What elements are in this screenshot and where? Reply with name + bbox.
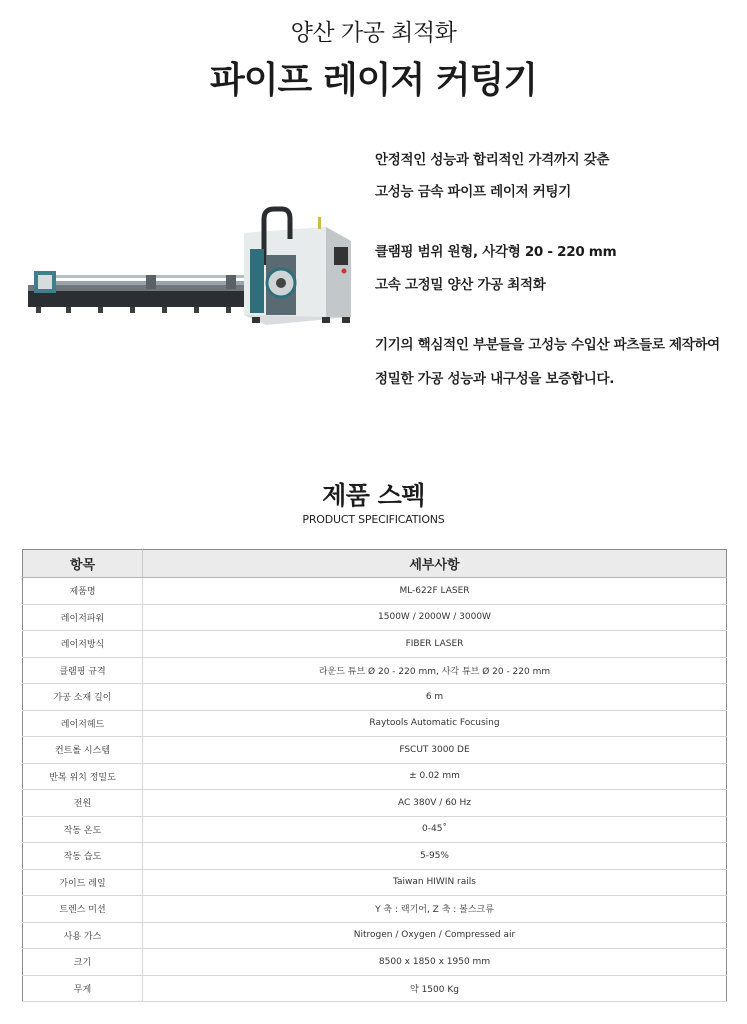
spec-key: 컨트롤 시스템 [23,737,143,764]
spec-table [22,549,727,1002]
table-row [23,631,727,658]
description-line-6: 정밀한 가공 성능과 내구성을 보증합니다. [375,371,615,387]
spec-key: 작동 온도 [23,816,143,843]
spec-header-row [23,550,727,578]
spec-value: 약 1500 Kg [143,975,727,1002]
spec-value: 5-95% [143,843,727,870]
spec-value: FSCUT 3000 DE [143,737,727,764]
table-row [23,896,727,923]
table-row [23,763,727,790]
spec-title: 제품 스펙 [322,481,425,510]
spec-value: Y 축 : 랙기어, Z 축 : 볼스크류 [143,896,727,923]
header-detail: 세부사항 [143,550,727,578]
spec-value: 0-45˚ [143,816,727,843]
spec-key: 레이저파워 [23,604,143,631]
spec-key: 전원 [23,790,143,817]
spec-value: Taiwan HIWIN rails [143,869,727,896]
spec-key: 레이저헤드 [23,710,143,737]
spec-key: 레이저방식 [23,631,143,658]
table-row [23,790,727,817]
table-row [23,922,727,949]
spec-key: 사용 가스 [23,922,143,949]
table-row [23,684,727,711]
table-row [23,949,727,976]
hero-title: 파이프 레이저 커팅기 [209,60,538,101]
description-line-3: 클램핑 범위 원형, 사각형 20 - 220 mm [375,244,617,260]
spec-value: 8500 x 1850 x 1950 mm [143,949,727,976]
spec-value: Nitrogen / Oxygen / Compressed air [143,922,727,949]
machine-image [26,205,371,335]
spec-value: 라운드 튜브 Ø 20 - 220 mm, 사각 튜브 Ø 20 - 220 mm [143,657,727,684]
table-row [23,604,727,631]
table-row [23,657,727,684]
spec-value: AC 380V / 60 Hz [143,790,727,817]
spec-key: 클램핑 규격 [23,657,143,684]
spec-value: 1500W / 2000W / 3000W [143,604,727,631]
spec-key: 제품명 [23,578,143,605]
table-row [23,737,727,764]
header-item: 항목 [23,550,143,578]
table-row [23,710,727,737]
hero-subtitle: 양산 가공 최적화 [290,20,457,46]
spec-key: 무게 [23,975,143,1002]
table-row [23,843,727,870]
spec-key: 반복 위치 정밀도 [23,763,143,790]
spec-value: FIBER LASER [143,631,727,658]
table-row [23,578,727,605]
table-row [23,816,727,843]
table-row [23,975,727,1002]
spec-key: 트렌스 미션 [23,896,143,923]
spec-value: ± 0.02 mm [143,763,727,790]
description-line-2: 고성능 금속 파이프 레이저 커팅기 [375,184,571,200]
description-line-4: 고속 고정밀 양산 가공 최적화 [375,277,546,293]
spec-value: Raytools Automatic Focusing [143,710,727,737]
table-row [23,869,727,896]
spec-key: 크기 [23,949,143,976]
spec-value: 6 m [143,684,727,711]
spec-subtitle: PRODUCT SPECIFICATIONS [302,513,445,526]
spec-key: 가이드 레일 [23,869,143,896]
description-line-5: 기기의 핵심적인 부분들을 고성능 수입산 파츠들로 제작하여 [375,337,720,353]
spec-key: 가공 소재 길이 [23,684,143,711]
spec-key: 작동 습도 [23,843,143,870]
spec-value: ML-622F LASER [143,578,727,605]
description-line-1: 안정적인 성능과 합리적인 가격까지 갖춘 [375,152,610,168]
